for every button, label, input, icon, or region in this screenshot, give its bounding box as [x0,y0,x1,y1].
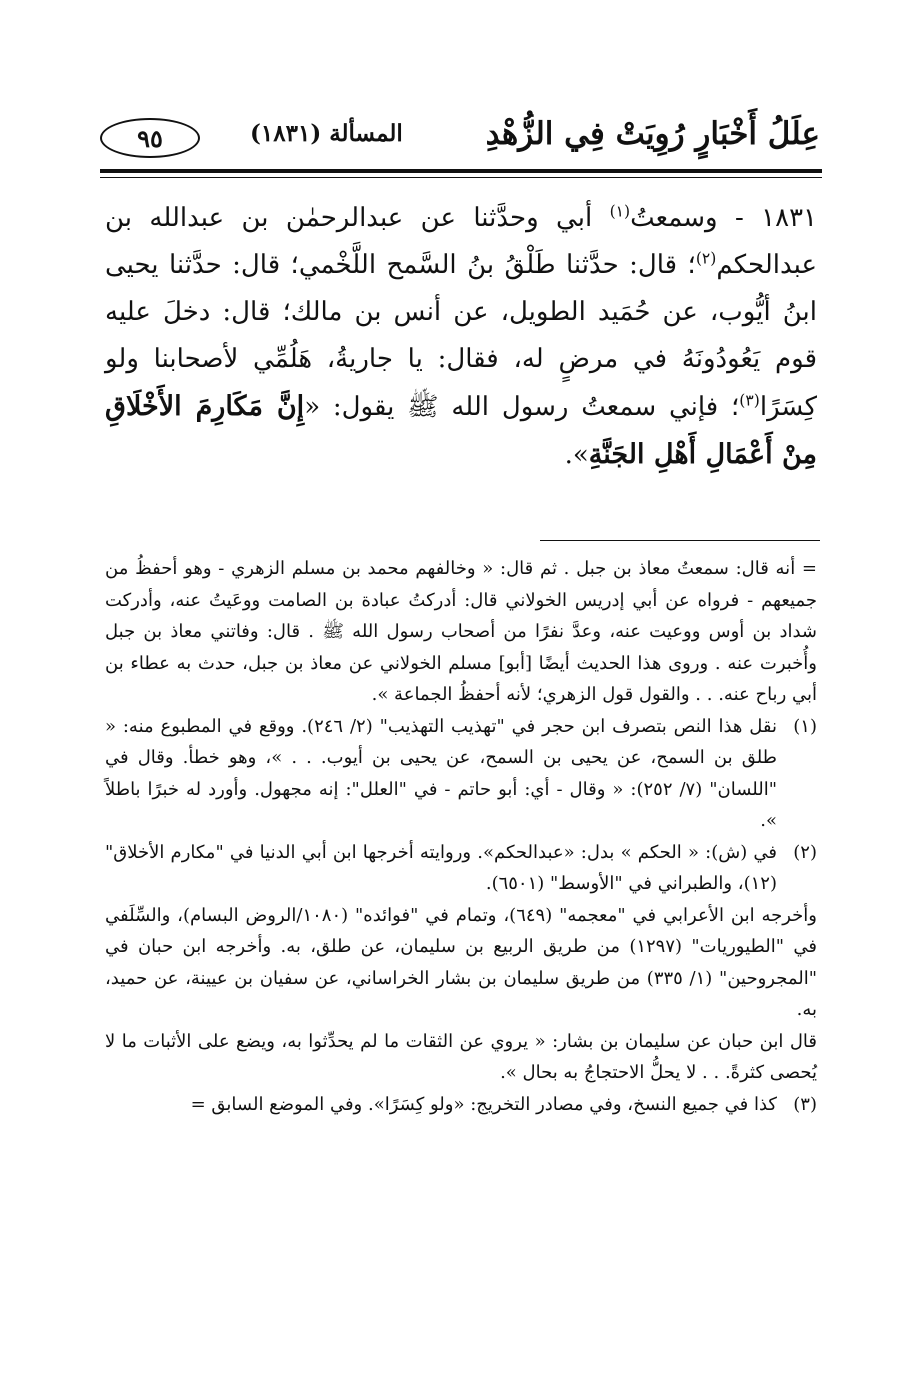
footnote-text: نقل هذا النص بتصرف ابن حجر في "تهذيب التهذيب" (٢/ ٢٤٦). ووقع في المطبوع منه: « طلق بن السمح، عن يحيى بن السمح، عن يحيى بن أيوب. . . »، وهو خطأ. وقال في "اللسان" (٧/ ٢٥٢): « وقال - أي: أبو حاتم - في "العلل": إنه مجهول. وأورد له خبرًا باطلاً ». [105,715,777,831]
footnotes [105,553,817,1120]
main-text [105,195,817,479]
footnote [105,837,817,900]
main-text-part: ١٨٣١ - وسمعتُ [630,203,817,233]
page-number: ٩٥ [100,118,200,158]
footnote-number: (٢) [793,841,817,863]
main-text-part: ». [564,440,589,470]
footnote-separator [540,540,820,541]
main-text-part: ؛ قال: حدَّثنا طَلْقُ بنُ السَّمح اللَّخْمي؛ قال: حدَّثنا يحيى ابنُ أيُّوب، عن حُمَيد الطويل، عن أنس بن مالك؛ قال: دخلَ عليه قوم يَعُودُونَهُ في مرضٍ له، فقال: يا جاريةُ، هَلُمِّي لأصحابنا ولو كِسَرًا [105,250,817,422]
footnote [105,711,817,837]
running-header [100,112,820,162]
header-rule-thick [100,169,822,173]
footnote-number: (٣) [793,1093,817,1115]
main-text-part: ؛ فإني سمعتُ رسول الله ﷺ يقول: « [304,392,740,422]
header-rule-thin [100,177,822,178]
footnote-text: كذا في جميع النسخ، وفي مصادر التخريج: «ولو كِسَرًا». وفي الموضع السابق = [190,1093,777,1115]
footnote [105,1089,817,1121]
footnote-text: في (ش): « الحكم » بدل: «عبدالحكم». وروايته أخرجها ابن أبي الدنيا في "مكارم الأخلاق" (١٢)، والطبراني في "الأوسط" (٦٥٠١). [105,841,777,894]
footnote-ref: (٢) [695,249,717,268]
footnote-text: وأخرجه ابن الأعرابي في "معجمه" (٦٤٩)، وتمام في "فوائده" (١٠٨٠/الروض البسام)، والسِّلَفي في "الطيوريات" (١٢٩٧) من طريق الربيع بن سليمان، عن طلق، به. وأخرجه ابن حبان في "المجروحين" (١/ ٣٣٥) من طريق سليمان بن بشار الخراساني، عن سفيان بن عيينة، عن حميد، به. [105,904,818,1020]
main-text-part: أبي وحدَّثنا عن عبدالرحمٰن بن عبدالله بن عبدالحكم [105,203,817,280]
footnote-ref: (٣) [739,391,760,410]
footnote-number: (١) [793,715,817,737]
hadith-text: إِنَّ مَكَارِمَ الأَخْلَاقِ مِنْ أَعْمَالِ أَهْلِ الجَنَّةِ [105,391,817,470]
continued-note: = أنه قال: سمعتُ معاذ بن جبل . ثم قال: « وخالفهم محمد بن مسلم الزهري - وهو أحفظُ من جميعهم - فرواه عن أبي إدريس الخولاني قال: أدركتُ عبادة بن الصامت ووعَيتُ عنه، وأدركت شداد بن أوس ووعيت عنه، وعدَّ نفرًا من أصحاب رسول الله ﷺ . قال: وفاتني معاذ بن جبل وأُخبرت عنه . وروى هذا الحديث أيضًا [أبو] مسلم الخولاني عن معاذ بن جبل، حدث به عطاء بن أبي رباح عنه. . . والقول قول الزهري؛ لأنه أحفظُ الجماعة ». [105,558,818,705]
footnote-ref: (١) [609,202,631,221]
footnote-text: قال ابن حبان عن سليمان بن بشار: « يروي عن الثقات ما لم يحدِّثوا به، ويضع على الأثبات ما لا يُحصى كثرةً. . . لا يحلُّ الاحتجاجُ به بحال ». [105,1030,817,1083]
book-title: عِلَلُ أَخْبَارٍ رُوِيَتْ فِي الزُّهْدِ [485,116,820,152]
issue-label: المسألة (١٨٣١) [250,120,403,147]
